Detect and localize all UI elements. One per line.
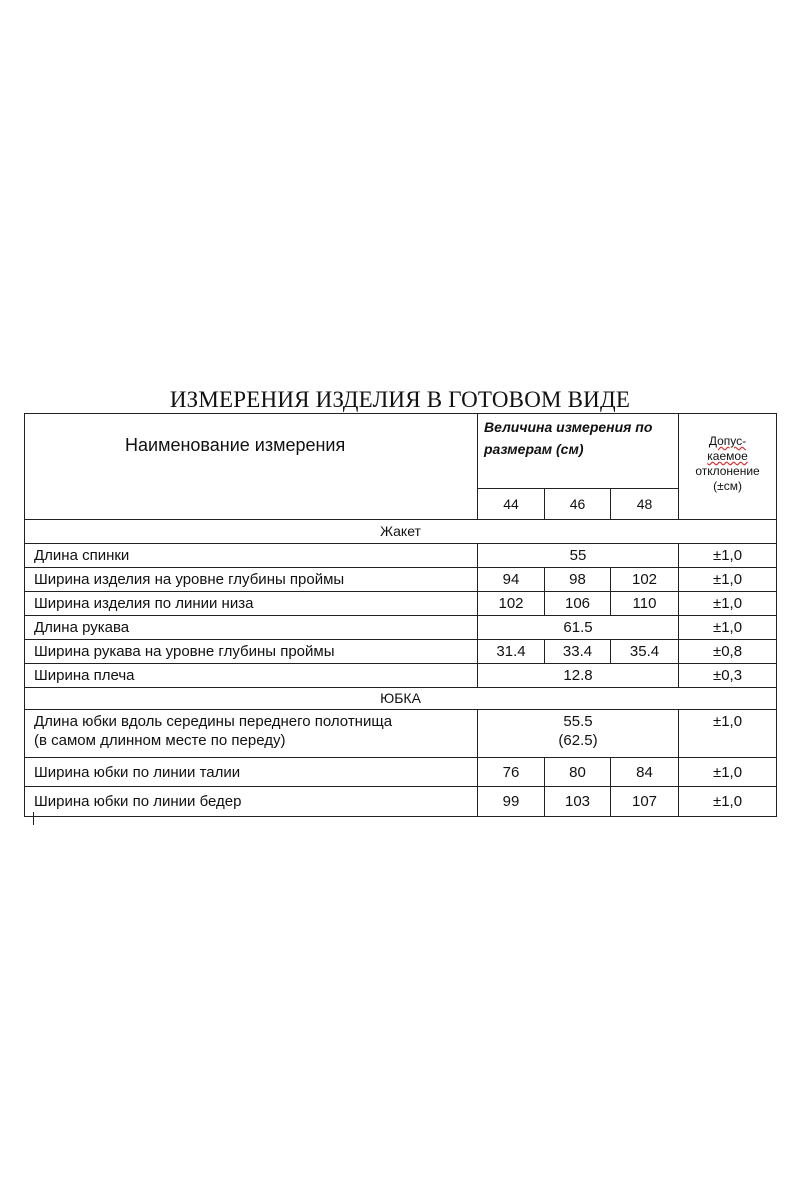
row-value-46: 33.4	[545, 640, 611, 664]
row-tolerance: ±1,0	[679, 758, 777, 787]
section-row-jacket	[25, 520, 777, 544]
row-tolerance: ±1,0	[679, 544, 777, 568]
section-row-skirt	[25, 688, 777, 710]
row-tolerance: ±1,0	[679, 616, 777, 640]
row-name-line2: (в самом длинном месте по переду)	[34, 732, 286, 749]
header-row	[25, 414, 777, 489]
header-size-group: Величина измерения по размерам (см)	[478, 414, 679, 489]
row-name: Длина спинки	[25, 544, 478, 568]
document-title: ИЗМЕРЕНИЯ ИЗДЕЛИЯ В ГОТОВОМ ВИДЕ	[169, 387, 631, 412]
header-tolerance	[679, 414, 777, 520]
row-tolerance: ±1,0	[679, 710, 777, 758]
table-row	[25, 616, 777, 640]
table-row	[25, 758, 777, 787]
row-value-44: 99	[478, 787, 545, 817]
row-value-44: 94	[478, 568, 545, 592]
header-measurement-name: Наименование измерения	[25, 414, 478, 520]
row-value-48: 84	[611, 758, 679, 787]
row-value-46: 80	[545, 758, 611, 787]
row-value-46: 103	[545, 787, 611, 817]
row-value-all-sizes: 12.8	[478, 664, 679, 688]
row-name	[25, 710, 478, 758]
row-value-48: 102	[611, 568, 679, 592]
row-tolerance: ±1,0	[679, 568, 777, 592]
row-tolerance: ±1,0	[679, 592, 777, 616]
row-value-48: 110	[611, 592, 679, 616]
row-name: Ширина плеча	[25, 664, 478, 688]
table-row	[25, 568, 777, 592]
row-name: Ширина изделия по линии низа	[25, 592, 478, 616]
row-value-line2: (62.5)	[558, 732, 598, 749]
table-row	[25, 787, 777, 817]
row-name: Длина рукава	[25, 616, 478, 640]
row-value-48: 107	[611, 787, 679, 817]
row-value-46: 106	[545, 592, 611, 616]
row-tolerance: ±0,3	[679, 664, 777, 688]
row-tolerance: ±1,0	[679, 787, 777, 817]
header-tolerance-line3: отклонение	[695, 464, 760, 478]
row-value-all-sizes: 61.5	[478, 616, 679, 640]
section-title-skirt: ЮБКА	[25, 688, 777, 710]
row-value-all-sizes: 55	[478, 544, 679, 568]
header-tolerance-line4: (±см)	[713, 479, 742, 493]
table-row	[25, 592, 777, 616]
row-name: Ширина изделия на уровне глубины проймы	[25, 568, 478, 592]
header-tolerance-line2: каемое	[707, 449, 748, 463]
section-title-jacket: Жакет	[25, 520, 777, 544]
header-tolerance-line1: Допус-	[708, 434, 747, 448]
measurements-table	[24, 413, 777, 817]
row-value-48: 35.4	[611, 640, 679, 664]
row-name-line1: Длина юбки вдоль середины переднего полотнища	[34, 713, 393, 730]
row-value-44: 31.4	[478, 640, 545, 664]
row-value-44: 76	[478, 758, 545, 787]
table-row	[25, 544, 777, 568]
size-46-header: 46	[545, 489, 611, 520]
row-name: Ширина юбки по линии талии	[25, 758, 478, 787]
row-value-44: 102	[478, 592, 545, 616]
row-name: Ширина рукава на уровне глубины проймы	[25, 640, 478, 664]
cursor-tick-mark	[33, 812, 34, 825]
size-48-header: 48	[611, 489, 679, 520]
row-value-46: 98	[545, 568, 611, 592]
row-value-all-sizes	[478, 710, 679, 758]
row-value-line1: 55.5	[563, 713, 593, 730]
table-row	[25, 640, 777, 664]
row-name: Ширина юбки по линии бедер	[25, 787, 478, 817]
table-row	[25, 664, 777, 688]
row-tolerance: ±0,8	[679, 640, 777, 664]
table-row	[25, 710, 777, 758]
size-44-header: 44	[478, 489, 545, 520]
